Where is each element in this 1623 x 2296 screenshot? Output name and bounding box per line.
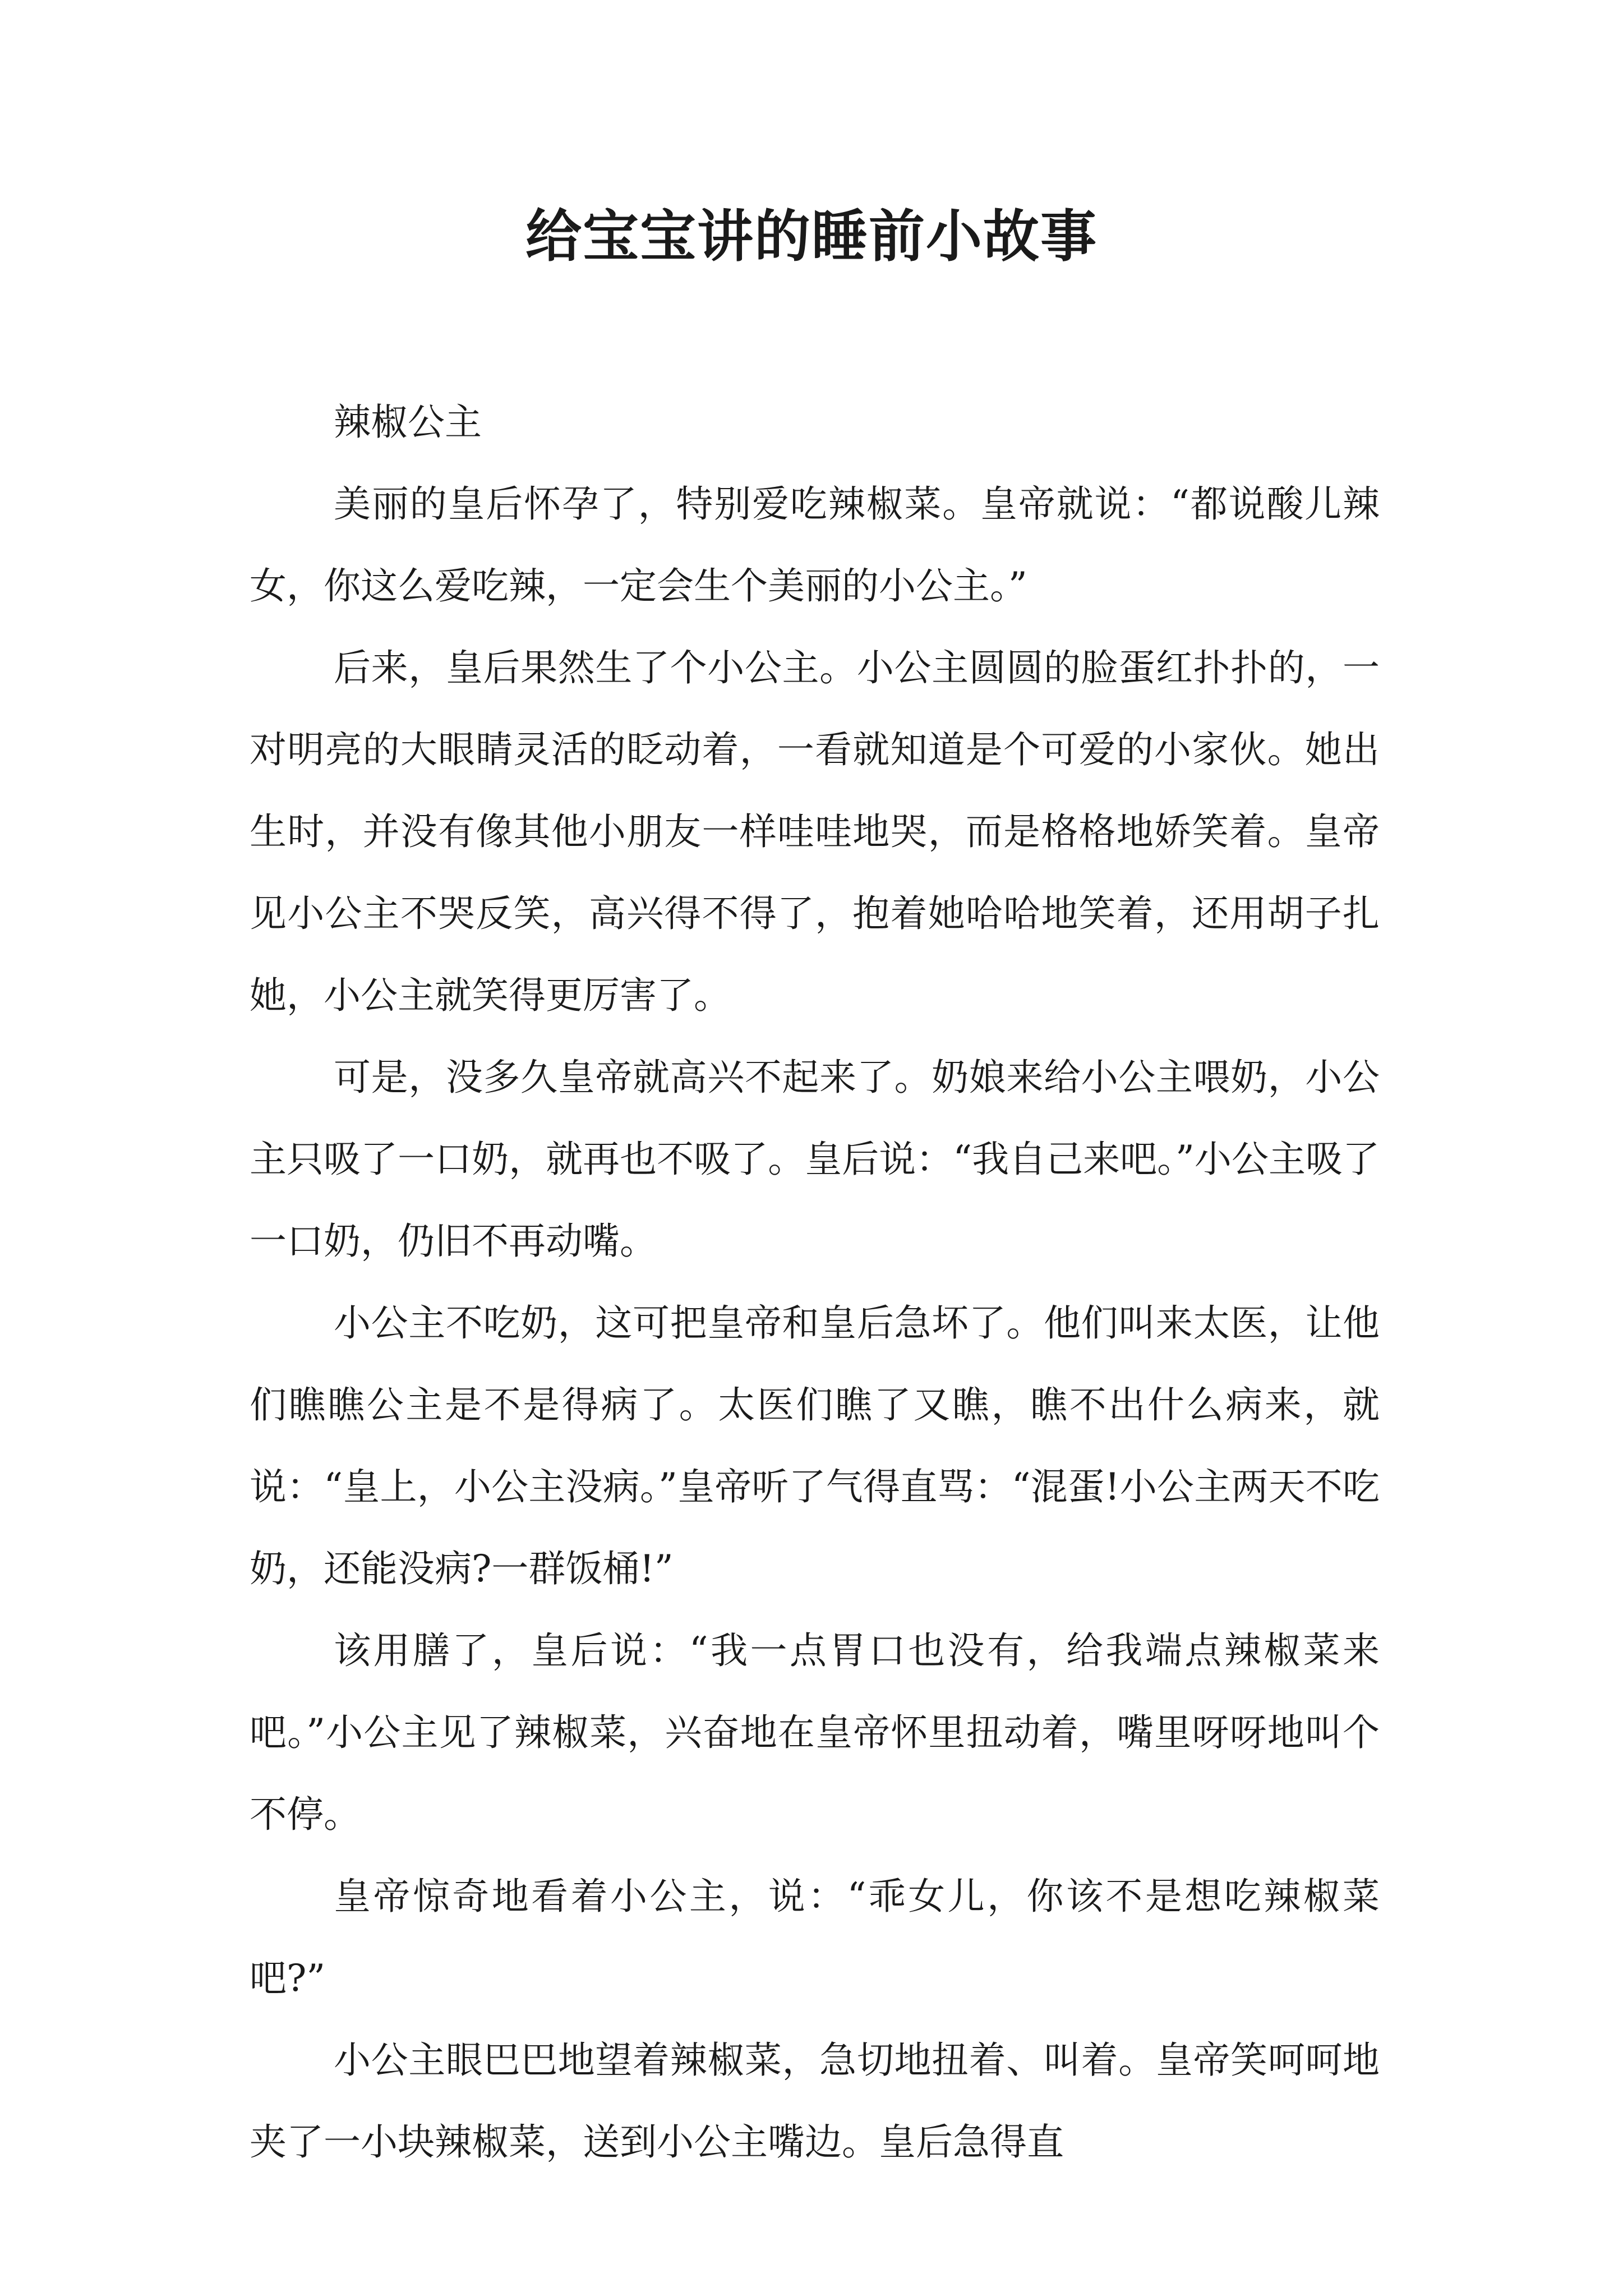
paragraph: 该用膳了，皇后说：“我一点胃口也没有，给我端点辣椒菜来吧。”小公主见了辣椒菜，兴奋地在皇帝怀里扭动着，嘴里呀呀地叫个不停。 <box>250 1629 1380 1836</box>
paragraph: 后来，皇后果然生了个小公主。小公主圆圆的脸蛋红扑扑的，一对明亮的大眼睛灵活的眨动着，一看就知道是个可爱的小家伙。她出生时，并没有像其他小朋友一样哇哇地哭，而是格格地娇笑着。皇帝见小公主不哭反笑，高兴得不得了，抱着她哈哈地笑着，还用胡子扎她，小公主就笑得更厉害了。 <box>250 646 1380 1017</box>
section-heading: 辣椒公主 <box>334 401 482 444</box>
paragraph: 可是，没多久皇帝就高兴不起来了。奶娘来给小公主喂奶，小公主只吸了一口奶，就再也不吸了。皇后说：“我自己来吧。”小公主吸了一口奶，仍旧不再动嘴。 <box>250 1056 1380 1263</box>
paragraph: 美丽的皇后怀孕了，特别爱吃辣椒菜。皇帝就说：“都说酸儿辣女，你这么爱吃辣，一定会生个美丽的小公主。” <box>250 482 1380 608</box>
document-body <box>250 381 1380 2183</box>
paragraph: 小公主不吃奶，这可把皇帝和皇后急坏了。他们叫来太医，让他们瞧瞧公主是不是得病了。太医们瞧了又瞧，瞧不出什么病来，就说：“皇上，小公主没病。”皇帝听了气得直骂：“混蛋!小公主两天不吃奶，还能没病?一群饭桶!” <box>250 1301 1380 1590</box>
paragraph: 小公主眼巴巴地望着辣椒菜，急切地扭着、叫着。皇帝笑呵呵地夹了一小块辣椒菜，送到小公主嘴边。皇后急得直 <box>250 2039 1380 2164</box>
paragraph: 皇帝惊奇地看着小公主，说：“乖女儿，你该不是想吃辣椒菜吧?” <box>250 1875 1380 2000</box>
document-title: 给宝宝讲的睡前小故事 <box>525 204 1098 269</box>
